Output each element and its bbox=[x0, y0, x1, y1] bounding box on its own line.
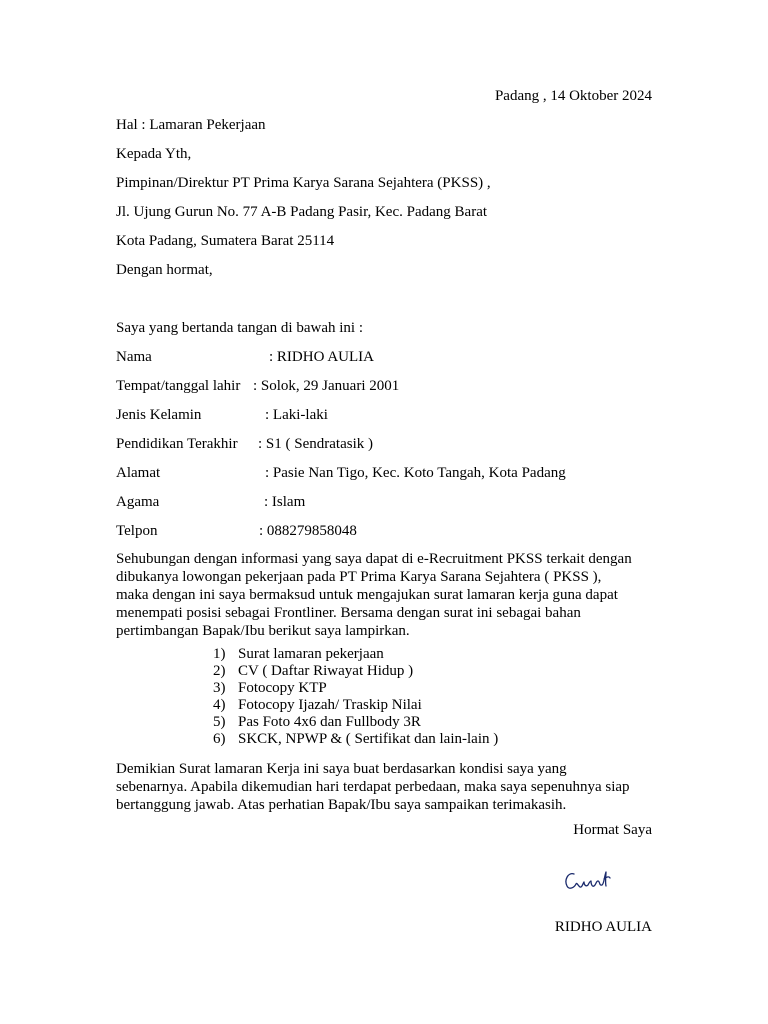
list-item bbox=[213, 731, 498, 748]
body-paragraph bbox=[116, 550, 656, 640]
field-value-education: : S1 ( Sendratasik ) bbox=[258, 436, 373, 452]
list-number: 1) bbox=[213, 646, 226, 662]
greeting: Dengan hormat, bbox=[116, 262, 213, 278]
closing-line: bertanggung jawab. Atas perhatian Bapak/Ibu saya sampaikan terimakasih. bbox=[116, 797, 567, 813]
body-line: maka dengan ini saya bermaksud untuk mengajukan surat lamaran kerja guna dapat bbox=[116, 587, 618, 603]
field-label-gender: Jenis Kelamin bbox=[116, 407, 202, 423]
closing-line: sebenarnya. Apabila dikemudian hari terdapat perbedaan, maka saya sepenuhnya siap bbox=[116, 779, 630, 795]
recipient-name: Pimpinan/Direktur PT Prima Karya Sarana Sejahtera (PKSS) , bbox=[116, 175, 491, 191]
closing-line: Demikian Surat lamaran Kerja ini saya buat berdasarkan kondisi saya yang bbox=[116, 761, 567, 777]
field-label-nama: Nama bbox=[116, 349, 152, 365]
list-item bbox=[213, 663, 498, 680]
list-number: 3) bbox=[213, 680, 226, 696]
recipient-address-line2: Kota Padang, Sumatera Barat 25114 bbox=[116, 233, 335, 249]
list-item bbox=[213, 680, 498, 697]
signatory-name: RIDHO AULIA bbox=[554, 919, 652, 935]
field-label-address: Alamat bbox=[116, 465, 161, 481]
field-label-ttl: Tempat/tanggal lahir bbox=[116, 378, 241, 394]
recipient-address-line1: Jl. Ujung Gurun No. 77 A-B Padang Pasir, Kec. Padang Barat bbox=[116, 204, 488, 220]
body-line: dibukanya lowongan pekerjaan pada PT Prima Karya Sarana Sejahtera ( PKSS ), bbox=[116, 569, 602, 585]
list-number: 5) bbox=[213, 714, 226, 730]
body-line: pertimbangan Bapak/Ibu berikut saya lampirkan. bbox=[116, 623, 410, 639]
list-item bbox=[213, 714, 498, 731]
field-value-gender: : Laki-laki bbox=[265, 407, 328, 423]
signature-icon bbox=[562, 866, 614, 896]
field-value-religion: : Islam bbox=[264, 494, 306, 510]
list-item bbox=[213, 646, 498, 663]
place-date: Padang , 14 Oktober 2024 bbox=[494, 88, 652, 104]
field-label-religion: Agama bbox=[116, 494, 160, 510]
subject-line: Hal : Lamaran Pekerjaan bbox=[116, 117, 266, 133]
intro-text: Saya yang bertanda tangan di bawah ini : bbox=[116, 320, 364, 336]
list-text: Fotocopy Ijazah/ Traskip Nilai bbox=[238, 697, 422, 713]
list-number: 2) bbox=[213, 663, 226, 679]
list-text: Surat lamaran pekerjaan bbox=[238, 646, 384, 662]
attachment-list bbox=[213, 646, 498, 748]
list-text: Pas Foto 4x6 dan Fullbody 3R bbox=[238, 714, 421, 730]
field-label-phone: Telpon bbox=[116, 523, 158, 539]
closing-paragraph bbox=[116, 760, 656, 814]
field-value-address: : Pasie Nan Tigo, Kec. Koto Tangah, Kota Padang bbox=[265, 465, 566, 481]
list-item bbox=[213, 697, 498, 714]
salutation-to: Kepada Yth, bbox=[116, 146, 192, 162]
list-number: 6) bbox=[213, 731, 226, 747]
list-text: SKCK, NPWP & ( Sertifikat dan lain-lain ) bbox=[238, 731, 499, 747]
field-value-phone: : 088279858048 bbox=[259, 523, 357, 539]
list-number: 4) bbox=[213, 697, 226, 713]
body-line: menempati posisi sebagai Frontliner. Bersama dengan surat ini sebagai bahan bbox=[116, 605, 581, 621]
field-value-nama: : RIDHO AULIA bbox=[269, 349, 374, 365]
body-line: Sehubungan dengan informasi yang saya dapat di e-Recruitment PKSS terkait dengan bbox=[116, 551, 632, 567]
sign-off: Hormat Saya bbox=[573, 822, 652, 838]
list-text: Fotocopy KTP bbox=[238, 680, 327, 696]
field-value-ttl: : Solok, 29 Januari 2001 bbox=[253, 378, 400, 394]
list-text: CV ( Daftar Riwayat Hidup ) bbox=[238, 663, 414, 679]
field-label-education: Pendidikan Terakhir bbox=[116, 436, 238, 452]
